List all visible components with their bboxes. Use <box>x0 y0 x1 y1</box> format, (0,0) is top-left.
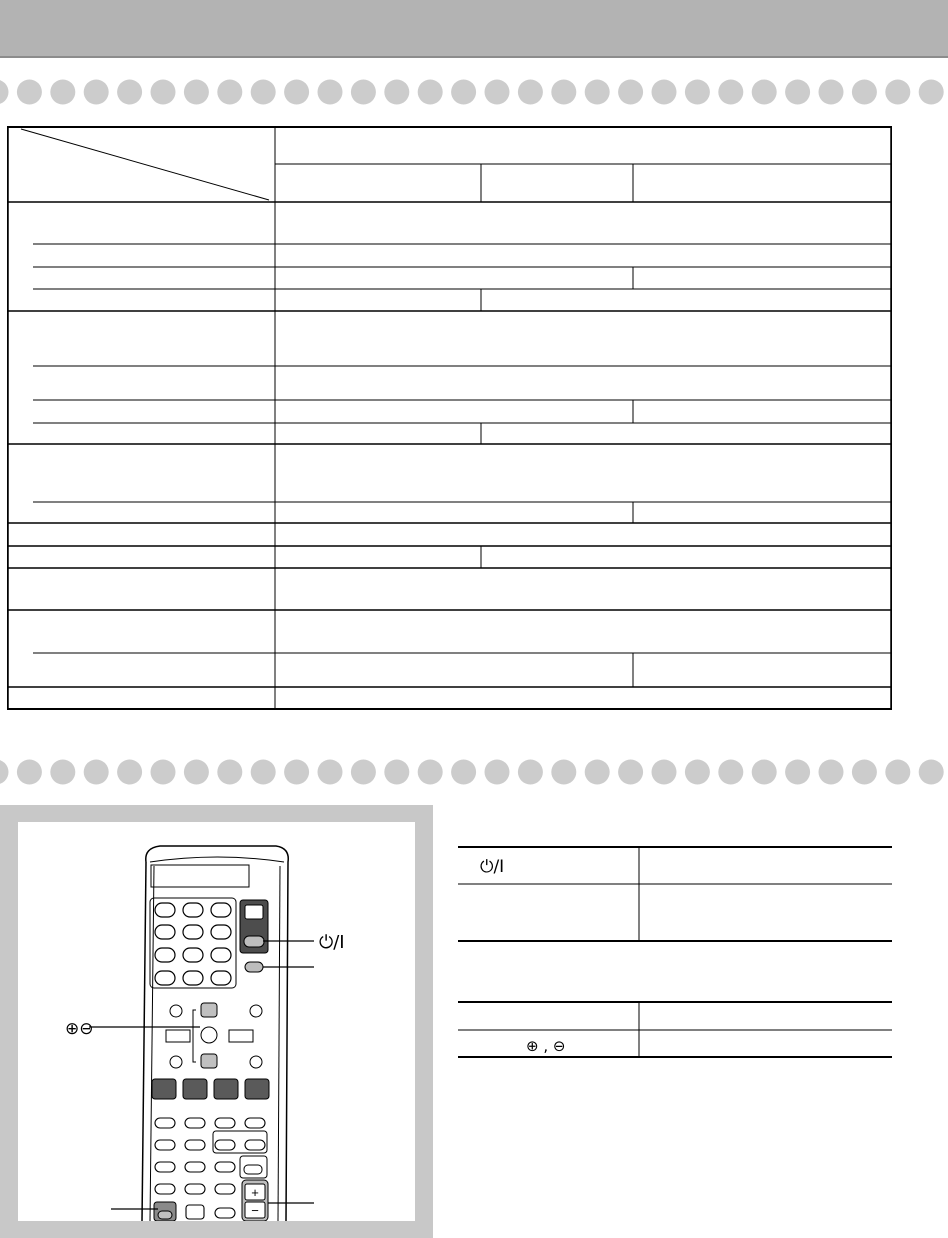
separator-dot <box>251 80 276 105</box>
mode-button <box>245 1079 269 1099</box>
separator-dot <box>384 760 409 785</box>
separator-dot <box>117 760 142 785</box>
volume-plus-label: + <box>251 1185 259 1200</box>
separator-dot <box>418 760 443 785</box>
separator-dot <box>151 760 176 785</box>
keypad-button <box>183 925 203 939</box>
separator-dot <box>718 760 743 785</box>
keypad-button <box>183 903 203 917</box>
remote-illustration-panel <box>0 805 433 1238</box>
volume-minus-label: − <box>251 1203 259 1218</box>
separator-dot <box>618 760 643 785</box>
dotted-separator-lower <box>0 757 948 787</box>
power-button[interactable] <box>244 936 264 947</box>
separator-dot <box>284 760 309 785</box>
keypad-button <box>155 903 175 917</box>
separator-dot <box>451 80 476 105</box>
function-button[interactable] <box>245 962 263 972</box>
mode-button <box>214 1079 238 1099</box>
cursor-block <box>166 1003 262 1068</box>
separator-dot <box>785 80 810 105</box>
keypad-button <box>211 971 231 985</box>
number-keypad <box>155 903 231 985</box>
separator-dot <box>585 760 610 785</box>
separator-dot <box>551 80 576 105</box>
power-symbol-callout: ⏻/I <box>319 932 345 953</box>
separator-dot <box>718 80 743 105</box>
separator-dot <box>217 80 242 105</box>
separator-dot <box>17 80 42 105</box>
separator-dot <box>819 80 844 105</box>
function-table-grid <box>458 846 894 1061</box>
separator-dot <box>17 760 42 785</box>
separator-dot <box>318 760 343 785</box>
plus-minus-callout: ⊕⊖ <box>65 1019 94 1039</box>
keypad-button <box>183 971 203 985</box>
separator-dot <box>518 80 543 105</box>
separator-dot <box>819 760 844 785</box>
separator-dot <box>318 80 343 105</box>
keypad-button <box>211 948 231 962</box>
separator-dot <box>0 80 9 105</box>
separator-dot <box>518 760 543 785</box>
separator-dot <box>84 80 109 105</box>
separator-dot <box>217 760 242 785</box>
separator-dot <box>885 80 910 105</box>
specification-table-grid <box>7 126 892 710</box>
keypad-button <box>211 903 231 917</box>
remote-control-drawing <box>18 822 415 1221</box>
separator-dot <box>485 760 510 785</box>
separator-dot <box>919 760 944 785</box>
separator-dot <box>885 760 910 785</box>
separator-dot <box>652 80 677 105</box>
keypad-button <box>211 925 231 939</box>
separator-dot <box>685 760 710 785</box>
function-reference-table <box>458 846 894 1061</box>
plus-minus-function-key: ⊕ , ⊖ <box>526 1037 566 1055</box>
volume-rocker[interactable] <box>242 1180 268 1221</box>
separator-dot <box>852 760 877 785</box>
separator-dot <box>284 80 309 105</box>
separator-dot <box>752 760 777 785</box>
separator-dot <box>50 80 75 105</box>
separator-dot <box>418 80 443 105</box>
separator-dot <box>685 80 710 105</box>
separator-dot <box>0 760 9 785</box>
minus-button[interactable] <box>201 1054 217 1068</box>
page-header-rule <box>0 56 948 58</box>
separator-dot <box>251 760 276 785</box>
keypad-button <box>183 948 203 962</box>
separator-dot <box>84 760 109 785</box>
separator-dot <box>117 80 142 105</box>
separator-dot <box>351 80 376 105</box>
separator-dot <box>351 760 376 785</box>
separator-dot <box>184 760 209 785</box>
page-header-band <box>0 0 948 56</box>
separator-dot <box>151 80 176 105</box>
power-button-block <box>240 900 268 972</box>
separator-dot <box>752 80 777 105</box>
plus-button[interactable] <box>201 1003 217 1017</box>
keypad-button <box>155 971 175 985</box>
separator-dot <box>618 80 643 105</box>
separator-dot <box>485 80 510 105</box>
separator-dot <box>551 760 576 785</box>
separator-dot <box>50 760 75 785</box>
separator-dot <box>785 760 810 785</box>
remote-illustration-frame <box>18 822 415 1221</box>
mode-button <box>152 1079 176 1099</box>
separator-dot <box>852 80 877 105</box>
keypad-button <box>155 925 175 939</box>
separator-dot <box>384 80 409 105</box>
separator-dot <box>585 80 610 105</box>
mode-button <box>183 1079 207 1099</box>
separator-dot <box>451 760 476 785</box>
specification-table <box>7 126 892 710</box>
separator-dot <box>184 80 209 105</box>
keypad-button <box>155 948 175 962</box>
separator-dot <box>652 760 677 785</box>
dotted-separator-upper <box>0 77 948 107</box>
separator-dot <box>919 80 944 105</box>
power-function-key: ⏻/I <box>480 857 505 877</box>
